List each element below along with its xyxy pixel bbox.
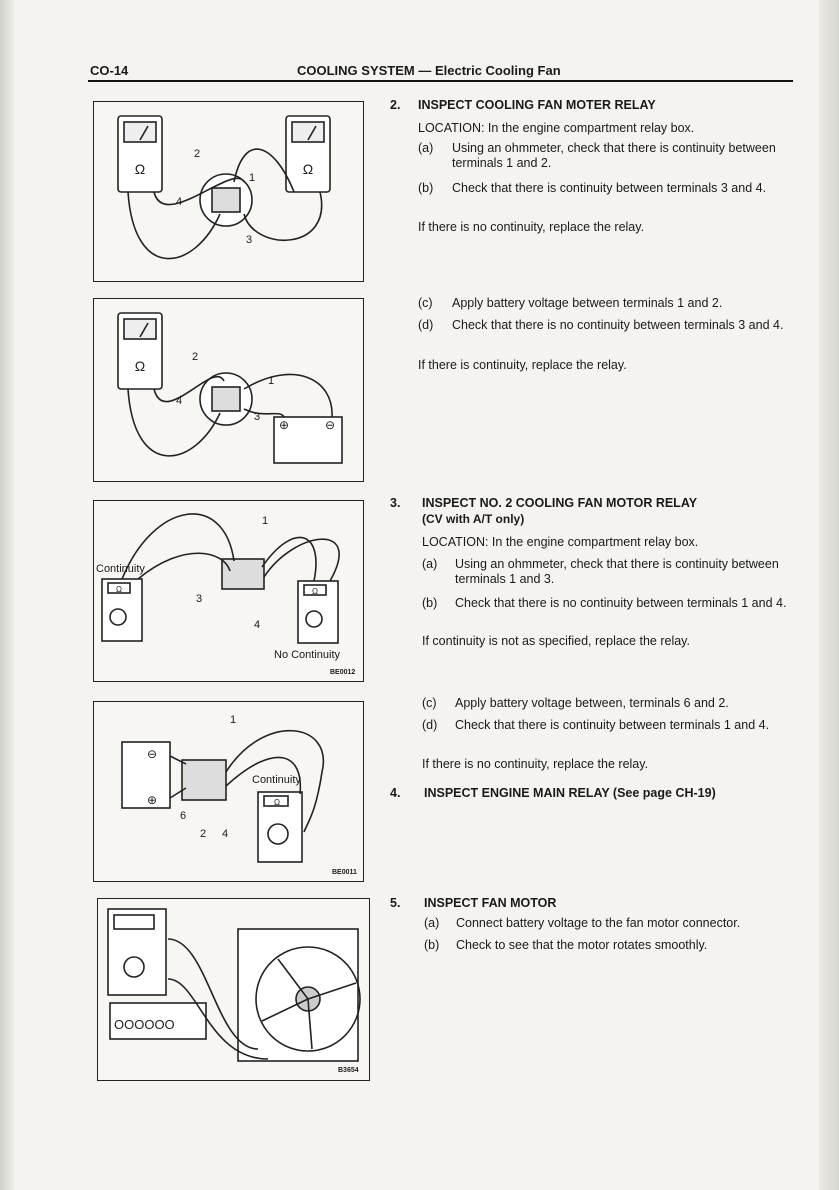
relay-battery-icon (94, 299, 363, 481)
item-text-b: Check that there is continuity between terminals 3 and 4. (452, 181, 767, 195)
figure-relay-continuity-2 (93, 500, 364, 682)
continuity-label: Continuity (252, 774, 301, 786)
svg-text:⊖: ⊖ (324, 418, 336, 432)
section-heading-2: INSPECT COOLING FAN MOTER RELAY (418, 98, 656, 112)
svg-text:OOOOOO: OOOOOO (114, 1017, 175, 1032)
figure-ref-code: BE0011 (332, 869, 357, 876)
page-title: COOLING SYSTEM — Electric Cooling Fan (297, 63, 561, 78)
section-subheading-3: (CV with A/T only) (422, 512, 525, 526)
step-number-4: 4. (390, 786, 401, 800)
svg-text:⊖: ⊖ (146, 747, 158, 761)
svg-text:⊕: ⊕ (278, 418, 290, 432)
item-text-b: Check to see that the motor rotates smoothly. (456, 938, 708, 952)
svg-text:Ω: Ω (134, 161, 146, 177)
page-right-edge (819, 0, 839, 1190)
item-label-b: (b) (422, 596, 438, 610)
item-label-b: (b) (424, 938, 440, 952)
note-text: If there is no continuity, replace the relay. (418, 220, 645, 234)
fan-motor-icon (98, 899, 369, 1080)
item-label-d: (d) (418, 318, 434, 332)
terminal-label-2: 2 (194, 148, 201, 160)
step-number-3: 3. (390, 496, 401, 510)
terminal-label-1: 1 (262, 515, 269, 527)
item-label-a: (a) (424, 916, 440, 930)
header-rule (88, 80, 793, 82)
continuity-label: Continuity (96, 563, 145, 575)
svg-text:⊕: ⊕ (146, 793, 158, 807)
terminal-label-1: 1 (268, 375, 275, 387)
figure-relay-battery-1 (93, 298, 364, 482)
terminal-label-6: 6 (180, 810, 187, 822)
item-text-d: Check that there is no continuity between terminals 3 and 4. (452, 318, 784, 332)
terminal-label-4: 4 (176, 395, 183, 407)
terminal-label-3: 3 (196, 593, 203, 605)
item-label-c: (c) (422, 696, 437, 710)
item-text-b: Check that there is no continuity between terminals 1 and 4. (455, 596, 787, 610)
page-id: CO-14 (90, 63, 129, 78)
relay-battery-tester-icon (94, 702, 363, 881)
figure-relay-continuity-1 (93, 101, 364, 282)
location-text: LOCATION: In the engine compartment relay box. (418, 121, 695, 135)
page-binding-edge (0, 0, 14, 1190)
section-heading-4: INSPECT ENGINE MAIN RELAY (See page CH-19) (424, 786, 716, 800)
item-label-b: (b) (418, 181, 434, 195)
figure-fan-motor (97, 898, 370, 1081)
item-label-a: (a) (422, 557, 438, 571)
svg-text:Ω: Ω (274, 798, 280, 807)
step-number-2: 2. (390, 98, 401, 112)
location-text: LOCATION: In the engine compartment relay box. (422, 535, 699, 549)
terminal-label-4: 4 (254, 619, 261, 631)
section-heading-3: INSPECT NO. 2 COOLING FAN MOTOR RELAY (422, 496, 698, 510)
item-text-a: Connect battery voltage to the fan motor connector. (456, 916, 741, 930)
note-text: If continuity is not as specified, replace the relay. (422, 634, 690, 648)
svg-text:Ω: Ω (116, 585, 122, 594)
item-text-a: Using an ohmmeter, check that there is continuity between terminals 1 and 3. (455, 557, 779, 586)
terminal-label-4: 4 (176, 196, 183, 208)
svg-text:Ω: Ω (312, 587, 318, 596)
ohmmeter-icon (94, 102, 363, 281)
figure-ref-code: B3654 (338, 1067, 359, 1074)
step-number-5: 5. (390, 896, 401, 910)
item-label-d: (d) (422, 718, 438, 732)
note-text: If there is no continuity, replace the relay. (422, 757, 649, 771)
svg-text:Ω: Ω (302, 161, 314, 177)
item-text-d: Check that there is continuity between terminals 1 and 4. (455, 718, 770, 732)
item-label-c: (c) (418, 296, 433, 310)
terminal-label-2: 2 (192, 351, 199, 363)
item-text-a: Using an ohmmeter, check that there is continuity between terminals 1 and 2. (452, 141, 776, 170)
item-label-a: (a) (418, 141, 434, 155)
item-text-c: Apply battery voltage between terminals 1 and 2. (452, 296, 723, 310)
terminal-label-1: 1 (230, 714, 237, 726)
terminal-label-1: 1 (249, 172, 256, 184)
figure-relay-battery-2 (93, 701, 364, 882)
figure-ref-code: BE0012 (330, 669, 356, 676)
svg-text:Ω: Ω (134, 358, 146, 374)
terminal-label-2: 2 (200, 828, 207, 840)
note-text: If there is continuity, replace the relay. (418, 358, 627, 372)
terminal-label-4: 4 (222, 828, 229, 840)
item-text-c: Apply battery voltage between, terminals 6 and 2. (455, 696, 729, 710)
terminal-label-3: 3 (254, 411, 261, 423)
no-continuity-label: No Continuity (274, 649, 341, 661)
section-heading-5: INSPECT FAN MOTOR (424, 896, 557, 910)
terminal-label-3: 3 (246, 234, 253, 246)
